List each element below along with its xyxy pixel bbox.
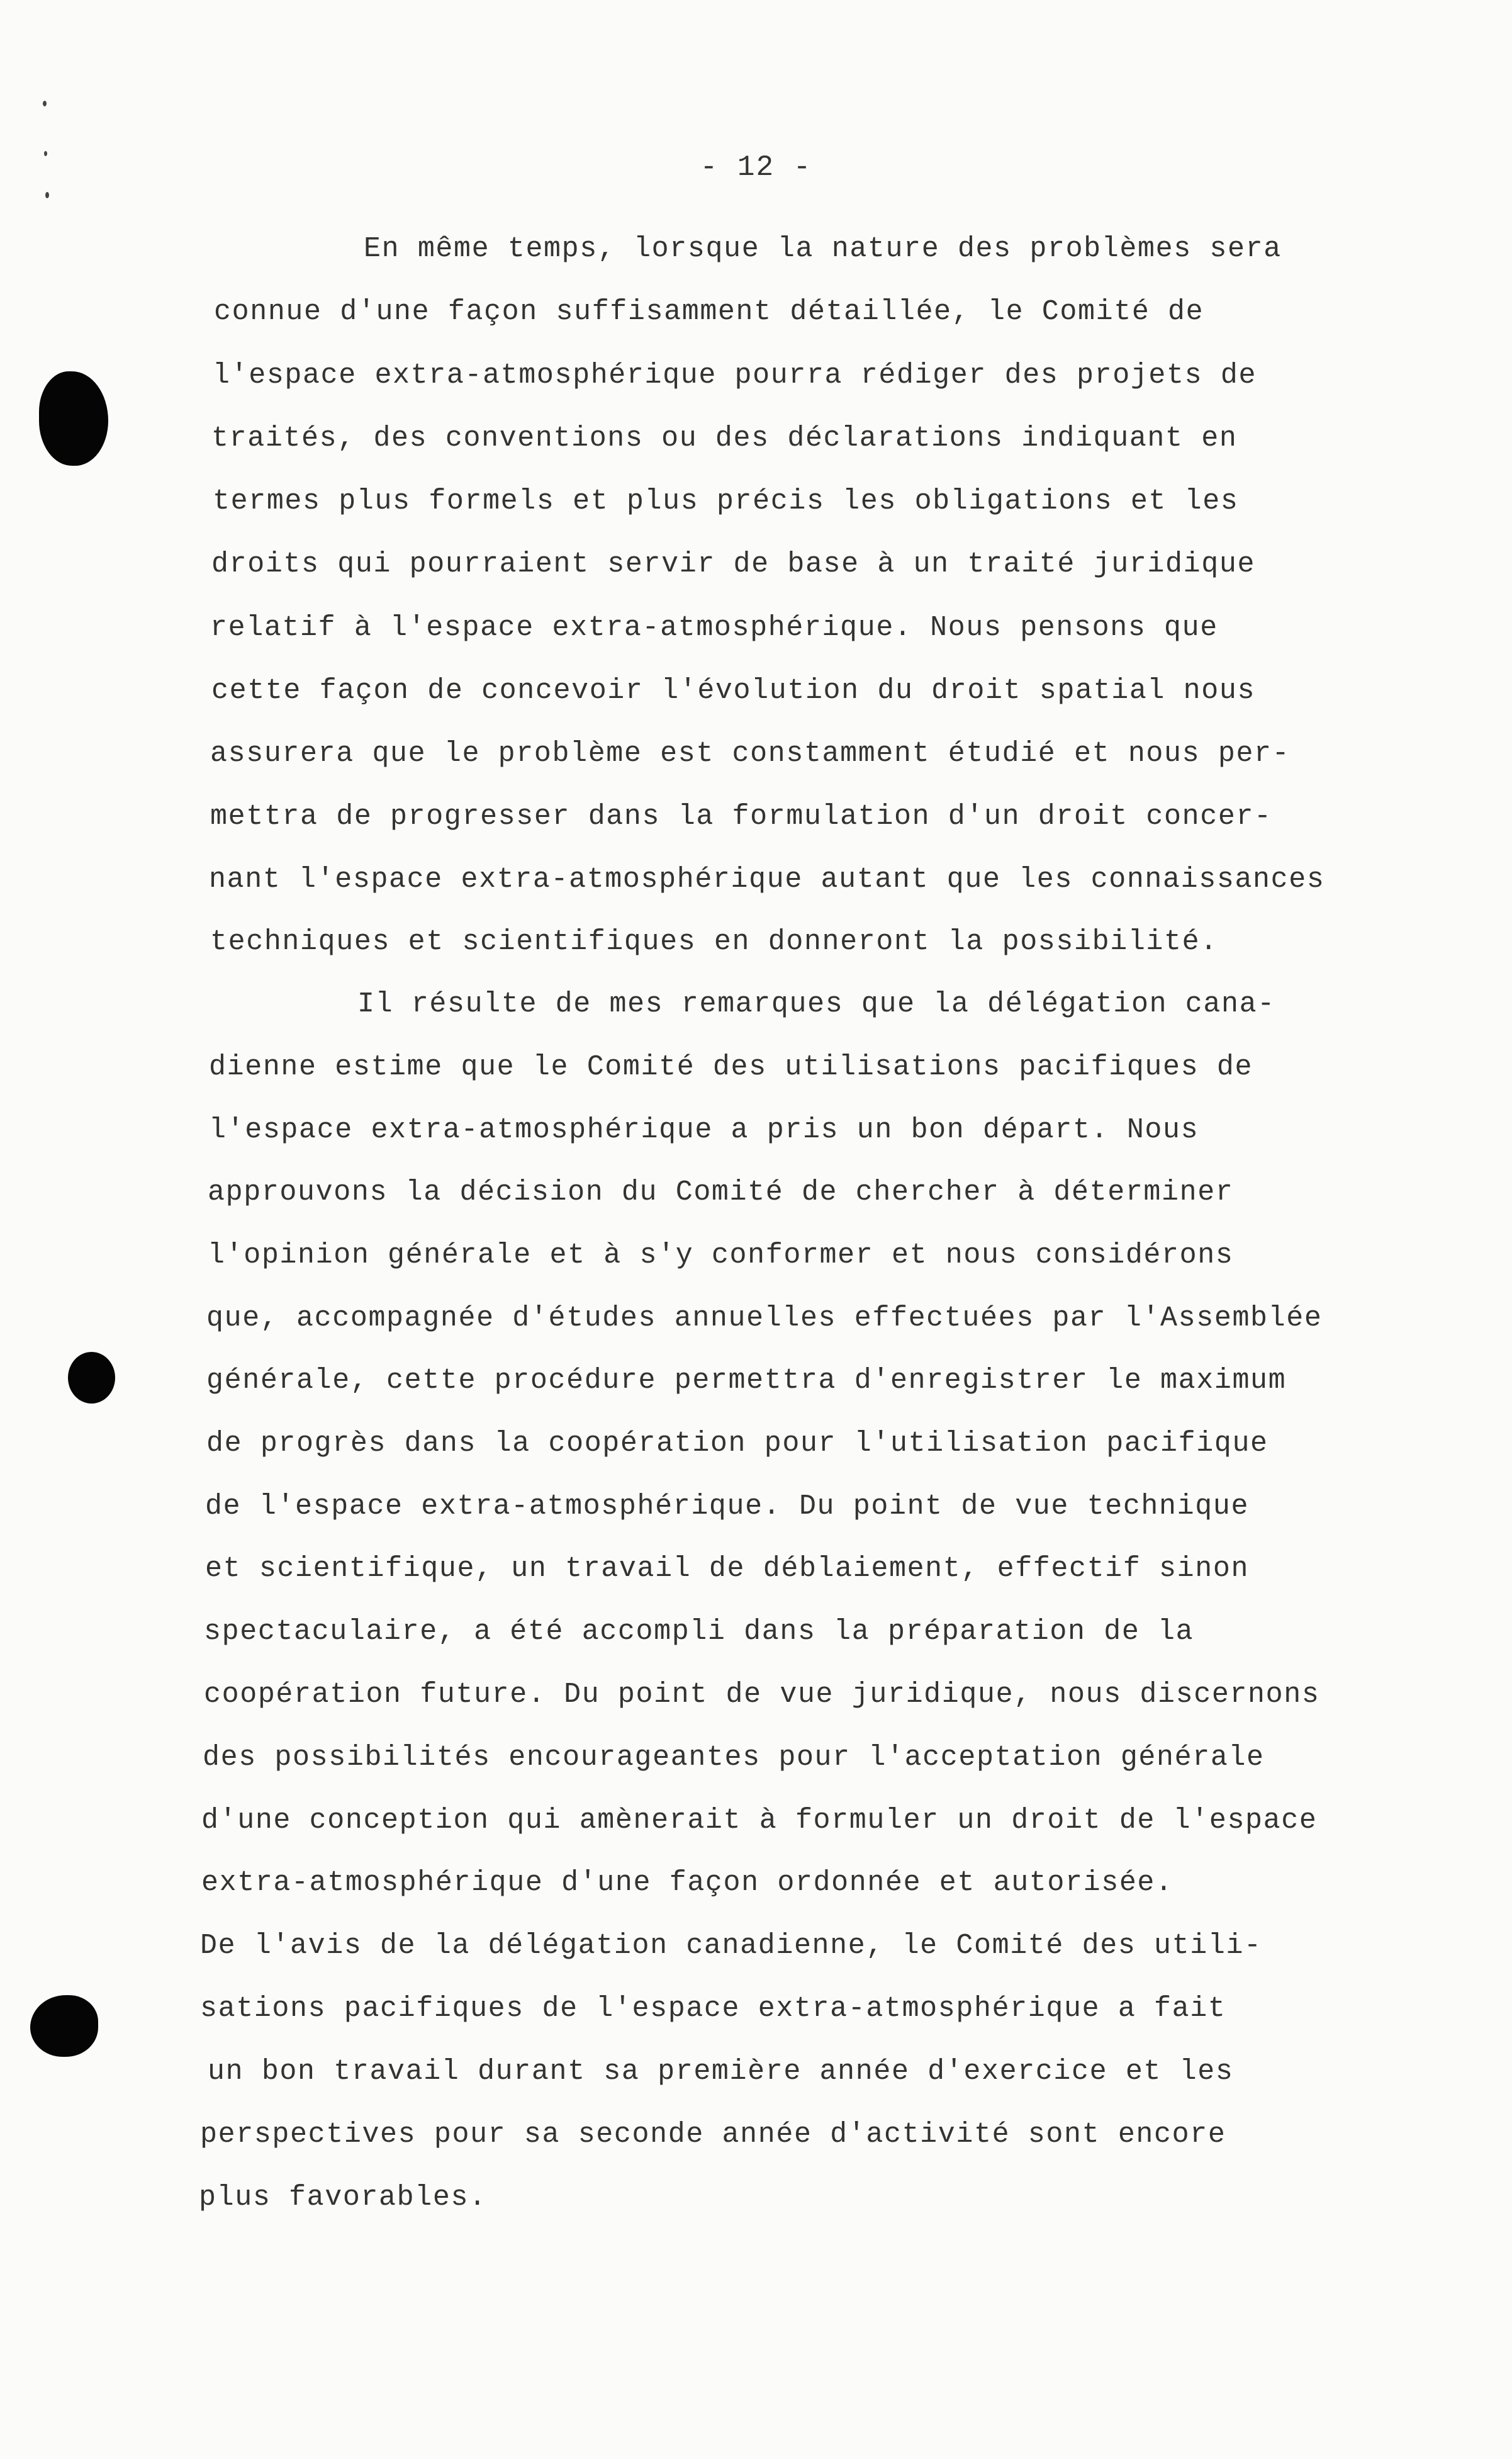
text-line: de progrès dans la coopération pour l'utilisation pacifique <box>206 1427 1268 1460</box>
text-line: spectaculaire, a été accompli dans la préparation de la <box>204 1616 1194 1648</box>
text-line: cette façon de concevoir l'évolution du droit spatial nous <box>211 675 1256 707</box>
text-line: nant l'espace extra-atmosphérique autant que les connaissances <box>209 864 1325 896</box>
text-line: traités, des conventions ou des déclarations indiquant en <box>211 422 1238 454</box>
text-line: assurera que le problème est constamment étudié et nous per- <box>210 738 1291 770</box>
text-line: coopération future. Du point de vue juridique, nous discernons <box>204 1679 1320 1711</box>
text-line: Il résulte de mes remarques que la délégation cana- <box>357 988 1275 1020</box>
text-line: perspectives pour sa seconde année d'activité sont encore <box>200 2119 1226 2151</box>
text-line: De l'avis de la délégation canadienne, le Comité des utili- <box>200 1930 1262 1962</box>
text-line: En même temps, lorsque la nature des problèmes sera <box>364 233 1282 265</box>
text-line: sations pacifiques de l'espace extra-atmosphérique a fait <box>200 1993 1226 2025</box>
text-line: l'espace extra-atmosphérique pourra rédiger des projets de <box>213 359 1257 391</box>
text-line: techniques et scientifiques en donneront la possibilité. <box>210 926 1218 958</box>
text-line: mettra de progresser dans la formulation d'un droit concer- <box>210 801 1272 833</box>
text-line: l'espace extra-atmosphérique a pris un bon départ. Nous <box>209 1114 1199 1146</box>
punch-hole <box>30 1995 98 2057</box>
text-line: générale, cette procédure permettra d'enregistrer le maximum <box>206 1365 1287 1397</box>
text-line: un bon travail durant sa première année d'exercice et les <box>208 2056 1234 2088</box>
text-line: l'opinion générale et à s'y conformer et nous considérons <box>208 1239 1234 1271</box>
edge-mark <box>45 192 49 198</box>
text-line: relatif à l'espace extra-atmosphérique. Nous pensons que <box>210 612 1218 644</box>
page-number: - 12 - <box>700 151 812 184</box>
text-line: que, accompagnée d'études annuelles effectuées par l'Assemblée <box>206 1302 1323 1334</box>
punch-hole <box>68 1352 115 1404</box>
text-line: droits qui pourraient servir de base à un traité juridique <box>211 548 1256 580</box>
text-line: des possibilités encourageantes pour l'acceptation générale <box>203 1742 1265 1774</box>
text-line: extra-atmosphérique d'une façon ordonnée et autorisée. <box>201 1867 1173 1899</box>
text-line: de l'espace extra-atmosphérique. Du point de vue technique <box>205 1490 1250 1522</box>
text-line: et scientifique, un travail de déblaiement, effectif sinon <box>205 1553 1250 1585</box>
text-line: termes plus formels et plus précis les obligations et les <box>213 485 1239 517</box>
text-line: connue d'une façon suffisamment détaillée, le Comité de <box>214 296 1204 328</box>
text-line: d'une conception qui amènerait à formuler un droit de l'espace <box>201 1804 1318 1837</box>
edge-mark <box>43 101 47 106</box>
text-line: plus favorables. <box>199 2181 487 2214</box>
punch-hole <box>39 371 108 466</box>
text-line: approuvons la décision du Comité de chercher à déterminer <box>208 1176 1234 1208</box>
text-line: dienne estime que le Comité des utilisations pacifiques de <box>209 1051 1253 1083</box>
